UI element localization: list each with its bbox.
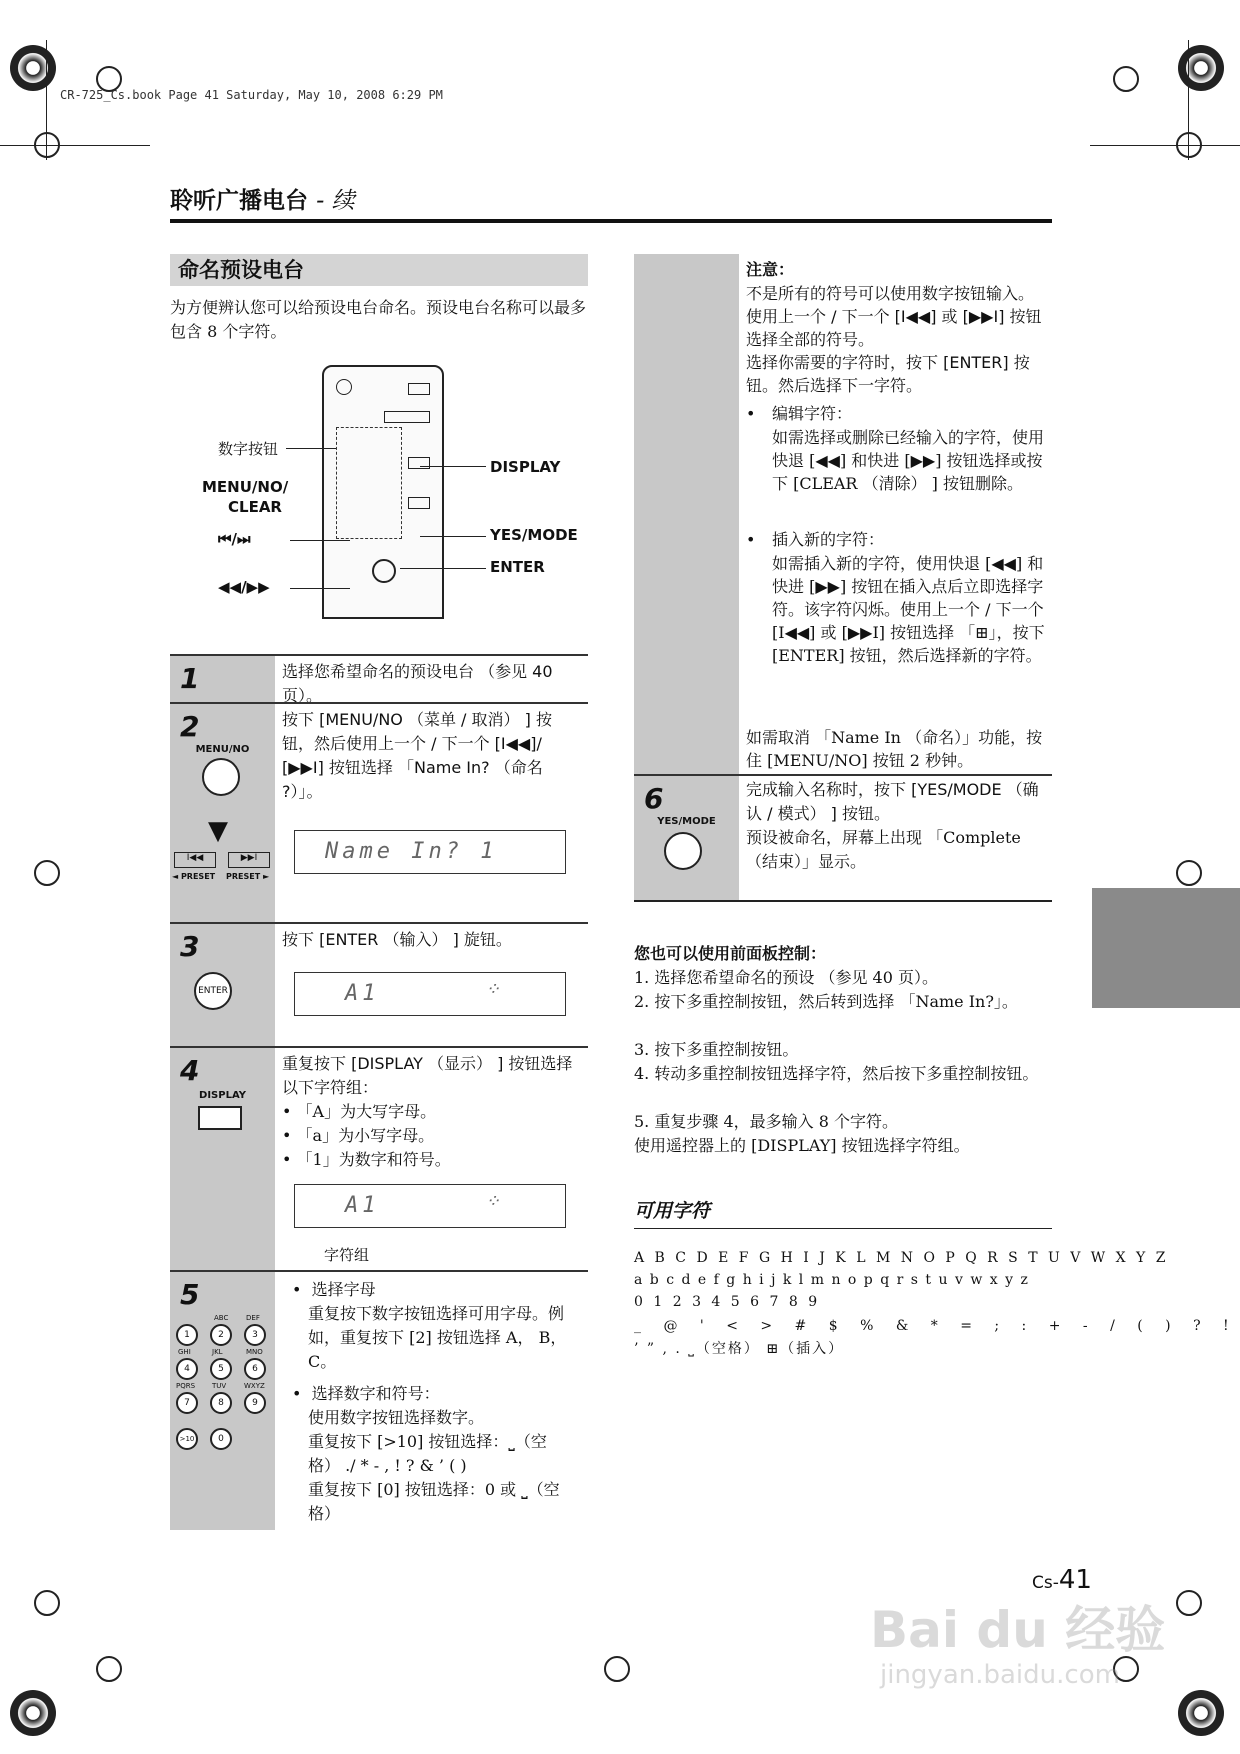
baidu-watermark-url: jingyan.baidu.com	[880, 1660, 1120, 1690]
item-uppercase: • 「A」为大写字母。	[282, 1102, 437, 1121]
item-lowercase-text: 「a」为小写字母。	[296, 1126, 435, 1145]
prev-button: I◀◀	[174, 852, 216, 868]
lcd-text: Name In? 1	[325, 839, 498, 864]
lcd-display	[294, 830, 566, 874]
bullet-select-letters-title: 选择字母	[311, 1280, 376, 1299]
step-2	[170, 702, 588, 924]
step-number: 3	[180, 930, 200, 963]
chars-uppercase: A B C D E F G H I J K L M N O P Q R S T U V W X Y Z	[634, 1250, 1169, 1266]
remote-standby-button	[336, 379, 352, 395]
page-title-continued: - 续	[316, 188, 355, 214]
key-4: 4	[176, 1358, 198, 1380]
registration-mark-top-left	[10, 45, 56, 91]
page-title-text: 聆听广播电台	[170, 188, 308, 214]
key-2: 2	[210, 1324, 232, 1346]
key-def-label: DEF	[246, 1314, 260, 1322]
remote-clock-button	[408, 383, 430, 395]
step-4	[170, 1046, 588, 1272]
lcd-display	[294, 972, 566, 1016]
step-6	[634, 774, 1052, 902]
remote-repeat-button	[408, 497, 430, 509]
baidu-watermark: Bai du 经验	[870, 1601, 1166, 1659]
select-numbers-line1: 使用数字按钮选择数字。	[308, 1408, 485, 1427]
key-3: 3	[244, 1324, 266, 1346]
item-numbers-text: 「1」为数字和符号。	[296, 1150, 451, 1169]
enter-label: ENTER	[198, 986, 228, 996]
page-number-value: 41	[1058, 1565, 1092, 1595]
key-pqrs-label: PQRS	[176, 1382, 196, 1390]
bullet-select-numbers-title: 选择数字和符号：	[311, 1384, 440, 1403]
menu-no-button	[202, 758, 240, 796]
remote-display-button	[408, 457, 430, 469]
crop-line	[46, 40, 47, 160]
chars-digits: 0 1 2 3 4 5 6 7 8 9	[634, 1294, 821, 1310]
insert-text: 如需插入新的字符，使用快退 [◀◀] 和快进 [▶▶] 按钮在插入点后立即选择字符。该字符闪烁。使用上一个 / 下一个 [I◀◀] 或 [▶▶I] 按钮选择 「⊞」，按下 [ENTER] 按钮，然后选择新的字符。	[772, 554, 1045, 665]
leader-line	[290, 588, 350, 589]
insert-title: • 插入新的字符：	[772, 528, 1048, 551]
step-3	[170, 922, 588, 1048]
step-text: 按下 [ENTER （输入） ] 旋钮。	[282, 930, 512, 949]
label-skip: ⏮/⏭	[218, 530, 251, 548]
registration-mark-top-right	[1178, 45, 1224, 91]
yes-mode-button-label: YES/MODE	[657, 816, 716, 827]
edit-title: • 编辑字符：	[772, 402, 1048, 425]
select-letters-text: 重复按下数字按钮选择可用字母。例如，重复按下 [2] 按钮选择 A， B， C。	[308, 1304, 567, 1371]
numeric-keypad	[174, 1314, 274, 1484]
step-number: 4	[180, 1054, 200, 1087]
key-0: 0	[210, 1428, 232, 1450]
lcd-display	[294, 1184, 566, 1228]
step-6-bottom-rule	[634, 900, 1052, 902]
intro-text: 为方便辨认您可以给预设电台命名。预设电台名称可以最多包含 8 个字符。	[170, 298, 587, 341]
menu-no-button-label: MENU/NO	[195, 744, 250, 755]
front-panel-footer: 使用遥控器上的 [DISPLAY] 按钮选择字符组。	[634, 1136, 970, 1155]
available-chars-rule	[634, 1228, 1052, 1229]
available-chars-title: 可用字符	[634, 1200, 711, 1222]
crosshair-bottom-center	[604, 1656, 630, 1682]
step-text: 重复按下 [DISPLAY （显示） ] 按钮选择以下字符组：	[282, 1054, 573, 1097]
page-prefix: Cs-	[1032, 1573, 1059, 1593]
front-panel-title: 您也可以使用前面板控制：	[634, 944, 827, 963]
lcd-text: A1	[345, 1193, 380, 1218]
front-panel-item-1: 1. 选择您希望命名的预设 （参见 40 页）。	[634, 968, 938, 987]
chars-symbols-2: ’ ” , . ⎵（空格） ⊞（插入）	[634, 1341, 845, 1357]
label-clear: CLEAR	[228, 498, 282, 516]
enter-knob-icon	[194, 972, 232, 1010]
key-mno-label: MNO	[246, 1348, 263, 1356]
crosshair-left-bottom	[34, 1590, 60, 1616]
crosshair-right-bottom	[1176, 1590, 1202, 1616]
item-lowercase: • 「a」为小写字母。	[282, 1126, 435, 1145]
leader-line	[420, 536, 486, 537]
note-paragraph-2: 选择你需要的字符时，按下 [ENTER] 按钮。然后选择下一字符。	[746, 353, 1030, 395]
cursor-blink-icon: ⁘	[485, 1191, 501, 1212]
chars-symbols-1: _ @ ' < > # $ % & * = ; : + - / ( ) ? !	[634, 1318, 1238, 1334]
front-panel-item-3: 3. 按下多重控制按钮。	[634, 1040, 799, 1059]
remote-illustration	[322, 365, 444, 619]
display-button	[198, 1106, 242, 1130]
leader-line	[420, 466, 486, 467]
label-display: DISPLAY	[490, 458, 561, 476]
step-number: 5	[180, 1278, 200, 1311]
page-title	[170, 182, 355, 215]
leader-line	[286, 448, 336, 449]
step-number: 6	[644, 782, 664, 815]
file-info-line: CR-725_Cs.book Page 41 Saturday, May 10, 2008 6:29 PM	[60, 88, 443, 102]
crosshair-left-mid	[34, 860, 60, 886]
remote-input-buttons	[384, 411, 430, 423]
cancel-text: 如需取消 「Name In （命名）」功能，按住 [MENU/NO] 按钮 2 秒钟。	[746, 728, 1043, 770]
remote-enter-knob	[372, 559, 396, 583]
down-arrow-icon: ▼	[208, 816, 228, 846]
note-title: 注意：	[746, 260, 795, 279]
edit-text: 如需选择或删除已经输入的字符，使用快退 [◀◀] 和快进 [▶▶] 按钮选择或按下 [CLEAR （清除） ] 按钮删除。	[772, 428, 1045, 493]
chars-lowercase: a b c d e f g h i j k l m n o p q r s t u v w x y z	[634, 1272, 1030, 1288]
display-button-label: DISPLAY	[199, 1090, 246, 1101]
crop-line	[1188, 40, 1189, 160]
key-abc-label: ABC	[214, 1314, 229, 1322]
key-tuv-label: TUV	[212, 1382, 227, 1390]
registration-mark-bottom-right	[1178, 1690, 1224, 1736]
select-numbers-line2: 重复按下 [>10] 按钮选择：⎵（空格） ./ * - , ! ? & ’ ( )	[308, 1432, 547, 1475]
step-text: 选择您希望命名的预设电台 （参见 40 页）。	[282, 662, 553, 705]
leader-line	[400, 568, 486, 569]
registration-mark-bottom-left	[10, 1690, 56, 1736]
step-text: 按下 [MENU/NO （菜单 / 取消） ] 按钮，然后使用上一个 / 下一个 [I◀◀]/ [▶▶I] 按钮选择 「Name In? （命名 ?）」。	[282, 710, 552, 801]
label-menu-no-clear: MENU/NO/	[202, 478, 289, 496]
label-number-buttons: 数字按钮	[218, 440, 279, 458]
lcd-text: A1	[345, 981, 380, 1006]
key-wxyz-label: WXYZ	[244, 1382, 265, 1390]
chapter-tab	[1092, 888, 1240, 1008]
bullet-select-letters: • 选择字母	[292, 1280, 376, 1299]
key-8: 8	[210, 1392, 232, 1414]
step-number: 1	[180, 662, 200, 695]
item-uppercase-text: 「A」为大写字母。	[296, 1102, 437, 1121]
section-title: 命名预设电台	[170, 254, 588, 286]
note-side-band	[634, 254, 739, 774]
front-panel-item-4: 4. 转动多重控制按钮选择字符，然后按下多重控制按钮。	[634, 1064, 1039, 1083]
yes-mode-button	[664, 832, 702, 870]
step-6-text-1: 完成输入名称时，按下 [YES/MODE （确认 / 模式） ] 按钮。	[746, 780, 1039, 823]
front-panel-item-5: 5. 重复步骤 4，最多输入 8 个字符。	[634, 1112, 898, 1131]
lcd-caption: 字符组	[324, 1246, 370, 1264]
key-5: 5	[210, 1358, 232, 1380]
select-numbers-line3: 重复按下 [0] 按钮选择：0 或 ⎵（空格）	[308, 1480, 560, 1523]
label-enter: ENTER	[490, 558, 545, 576]
label-seek: ◀◀/▶▶	[218, 578, 270, 596]
remote-button-grid	[336, 427, 402, 539]
item-numbers: • 「1」为数字和符号。	[282, 1150, 451, 1169]
key-6: 6	[244, 1358, 266, 1380]
title-rule	[170, 219, 1052, 223]
cursor-blink-icon: ⁘	[485, 979, 501, 1000]
key-greater-10: >10	[176, 1428, 198, 1450]
crop-line	[1090, 145, 1240, 146]
step-6-text-2: 预设被命名，屏幕上出现 「Complete （结束）」显示。	[746, 828, 1021, 871]
crop-line	[0, 145, 150, 146]
key-jkl-label: JKL	[212, 1348, 223, 1356]
key-ghi-label: GHI	[178, 1348, 191, 1356]
step-5	[170, 1270, 588, 1530]
key-7: 7	[176, 1392, 198, 1414]
note-paragraph-1: 不是所有的符号可以使用数字按钮输入。使用上一个 / 下一个 [I◀◀] 或 [▶▶I] 按钮选择全部的符号。	[746, 284, 1042, 349]
label-yes-mode: YES/MODE	[490, 526, 578, 544]
crosshair-top-2	[1113, 66, 1139, 92]
leader-line	[290, 540, 350, 541]
step-1	[170, 654, 588, 704]
preset-left-label: ◄ PRESET	[172, 872, 216, 881]
key-9: 9	[244, 1392, 266, 1414]
crosshair-right-mid	[1176, 860, 1202, 886]
next-button: ▶▶I	[228, 852, 270, 868]
key-1: 1	[176, 1324, 198, 1346]
bullet-select-numbers: • 选择数字和符号：	[292, 1384, 440, 1403]
step-number: 2	[180, 710, 200, 743]
crosshair-bottom-1	[96, 1656, 122, 1682]
preset-right-label: PRESET ►	[226, 872, 270, 881]
front-panel-item-2: 2. 按下多重控制按钮，然后转到选择 「Name In?」。	[634, 992, 1018, 1011]
